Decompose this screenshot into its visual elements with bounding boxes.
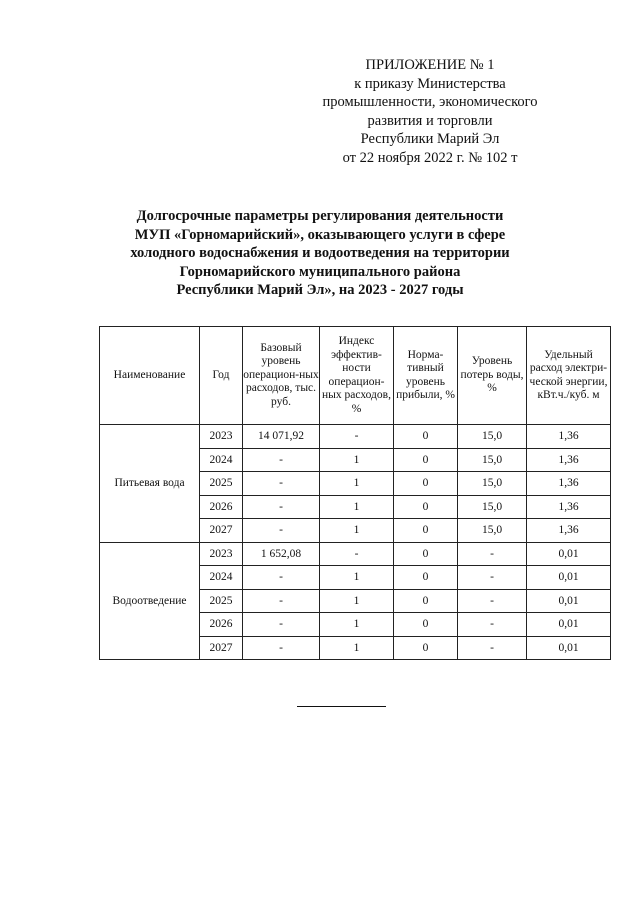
title-line: Горномарийского муниципального района: [179, 263, 461, 280]
cell-water-loss: 15,0: [458, 495, 527, 519]
cell-water-loss: -: [458, 636, 527, 660]
cell-year: 2026: [200, 495, 243, 519]
cell-year: 2025: [200, 589, 243, 613]
cell-energy-consumption: 1,36: [527, 472, 611, 496]
appendix-line: развития и торговли: [367, 112, 493, 129]
cell-energy-consumption: 1,36: [527, 495, 611, 519]
cell-base-opex: -: [243, 566, 320, 590]
header-profit-level: Норма-тивный уровень прибыли, %: [394, 327, 458, 425]
cell-profit-level: 0: [394, 566, 458, 590]
cell-energy-consumption: 0,01: [527, 566, 611, 590]
cell-base-opex: -: [243, 448, 320, 472]
cell-energy-consumption: 1,36: [527, 519, 611, 543]
title-line: Долгосрочные параметры регулирования деятельности: [136, 208, 504, 224]
cell-water-loss: 15,0: [458, 519, 527, 543]
cell-efficiency-index: 1: [320, 448, 394, 472]
cell-water-loss: -: [458, 589, 527, 613]
cell-year: 2025: [200, 472, 243, 496]
cell-profit-level: 0: [394, 448, 458, 472]
cell-energy-consumption: 1,36: [527, 448, 611, 472]
cell-profit-level: 0: [394, 589, 458, 613]
cell-efficiency-index: 1: [320, 472, 394, 496]
table-header-row: [100, 327, 611, 425]
cell-base-opex: -: [243, 472, 320, 496]
header-energy-consumption: Удельный расход электри-ческой энергии, кВт.ч./куб. м: [527, 327, 611, 425]
cell-water-loss: 15,0: [458, 472, 527, 496]
cell-efficiency-index: -: [320, 425, 394, 449]
cell-group-name: Питьевая вода: [100, 425, 200, 543]
title-line: Республики Марий Эл», на 2023 - 2027 годы: [176, 282, 464, 298]
cell-efficiency-index: 1: [320, 613, 394, 637]
cell-base-opex: -: [243, 589, 320, 613]
title-line: холодного водоснабжения и водоотведения на территории: [130, 245, 510, 261]
table-row: [100, 542, 611, 566]
cell-year: 2024: [200, 448, 243, 472]
table-row: [100, 425, 611, 449]
cell-profit-level: 0: [394, 425, 458, 449]
cell-water-loss: -: [458, 613, 527, 637]
cell-profit-level: 0: [394, 472, 458, 496]
cell-year: 2024: [200, 566, 243, 590]
cell-base-opex: -: [243, 495, 320, 519]
header-name: Наименование: [100, 327, 200, 425]
appendix-line: Республики Марий Эл: [360, 131, 500, 147]
cell-year: 2023: [200, 542, 243, 566]
cell-base-opex: 1 652,08: [243, 542, 320, 566]
appendix-line: ПРИЛОЖЕНИЕ № 1: [365, 57, 495, 73]
header-efficiency-index: Индекс эффектив-ности операцион-ных расходов, %: [320, 327, 394, 425]
cell-profit-level: 0: [394, 636, 458, 660]
cell-water-loss: -: [458, 566, 527, 590]
cell-efficiency-index: 1: [320, 566, 394, 590]
cell-efficiency-index: 1: [320, 495, 394, 519]
appendix-line: промышленности, экономического: [322, 94, 538, 110]
cell-year: 2027: [200, 636, 243, 660]
cell-year: 2026: [200, 613, 243, 637]
header-water-loss: Уровень потерь воды, %: [458, 327, 527, 425]
cell-water-loss: 15,0: [458, 425, 527, 449]
cell-profit-level: 0: [394, 495, 458, 519]
cell-group-name: Водоотведение: [100, 542, 200, 660]
cell-water-loss: -: [458, 542, 527, 566]
cell-base-opex: -: [243, 636, 320, 660]
cell-profit-level: 0: [394, 519, 458, 543]
cell-year: 2023: [200, 425, 243, 449]
header-year: Год: [200, 327, 243, 425]
cell-efficiency-index: 1: [320, 589, 394, 613]
cell-water-loss: 15,0: [458, 448, 527, 472]
document-title: [80, 207, 560, 300]
cell-energy-consumption: 0,01: [527, 589, 611, 613]
cell-profit-level: 0: [394, 542, 458, 566]
cell-efficiency-index: 1: [320, 636, 394, 660]
header-base-opex: Базовый уровень операцион-ных расходов, тыс. руб.: [243, 327, 320, 425]
cell-energy-consumption: 0,01: [527, 613, 611, 637]
cell-efficiency-index: 1: [320, 519, 394, 543]
cell-energy-consumption: 0,01: [527, 636, 611, 660]
appendix-header: [300, 56, 560, 167]
cell-base-opex: -: [243, 519, 320, 543]
cell-energy-consumption: 1,36: [527, 425, 611, 449]
cell-base-opex: 14 071,92: [243, 425, 320, 449]
cell-efficiency-index: -: [320, 542, 394, 566]
appendix-line: к приказу Министерства: [354, 75, 506, 92]
cell-profit-level: 0: [394, 613, 458, 637]
cell-year: 2027: [200, 519, 243, 543]
closing-rule: [297, 706, 386, 707]
cell-energy-consumption: 0,01: [527, 542, 611, 566]
parameters-table: [99, 326, 611, 660]
appendix-line: от 22 ноября 2022 г. № 102 т: [342, 149, 518, 166]
cell-base-opex: -: [243, 613, 320, 637]
title-line: МУП «Горномарийский», оказывающего услуги в сфере: [134, 226, 506, 243]
